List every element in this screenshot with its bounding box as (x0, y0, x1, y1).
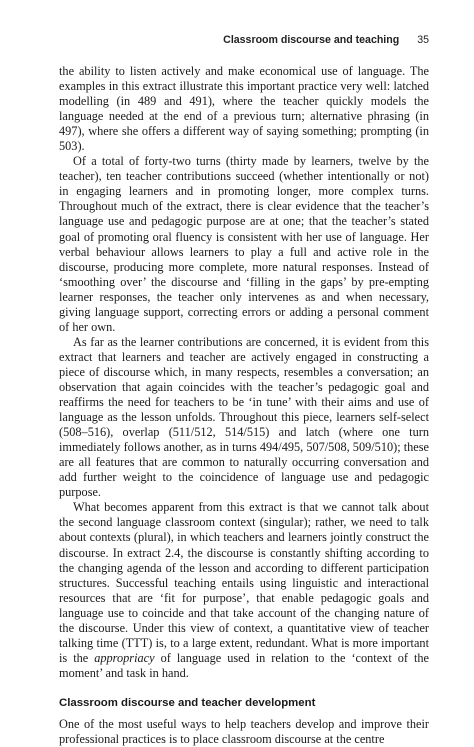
emphasis-text: appropriacy (94, 650, 155, 665)
body-text (59, 64, 429, 747)
running-header (59, 34, 429, 46)
section-heading: Classroom discourse and teacher development (59, 696, 316, 709)
paragraph-text: of language used in relation to the ‘context of the moment’ and task in hand. (59, 650, 429, 680)
paragraph: One of the most useful ways to help teachers develop and improve their professional practices is to place classroom discourse at the centre (59, 716, 429, 746)
paragraph-text: What becomes apparent from this extract is that we cannot talk about the second language classroom context (singular); rather, we need to talk about contexts (plural), in which teachers and learners jointly construct the discourse. In extract 2.4, the discourse is constantly shifting according to the changing agenda of the lesson and according to different participation structures. Successful teaching entails using linguistic and interactional resources that are ‘fit for purpose’, that enable pedagogic goals and language use to coincide and that take account of the changing nature of the discourse. Under this view of context, a quantitative view of teacher talking time (TTT) is, to a large extent, redundant. What is more important is the (59, 500, 429, 665)
paragraph-continued: the ability to listen actively and make economical use of language. The examples in this extract illustrate this important practice very well: latched modelling (in 489 and 491), where the teacher quickly models the language needed at the end of a previous turn; alternative phrasing (in 497), where she offers a different way of saying something; prompting (in 503). (59, 64, 429, 154)
running-head: Classroom discourse and teaching (223, 34, 400, 46)
paragraph: As far as the learner contributions are concerned, it is evident from this extract that learners and teacher are actively engaged in constructing a piece of discourse which, in many respects, resembles a conversation; an observation that again coincides with the teacher’s pedagogic goal and reaffirms the need for teachers to be ‘in tune’ with their aims and use of language as the lesson unfolds. Throughout this piece, learners self-select (508–516), overlap (511/512, 514/515) and latch (where one turn immediately follows another, as in turns 494/495, 507/508, 509/510); these are all features that are common to naturally occurring conversation and add further weight to the coincidence of language use and pedagogic purpose. (59, 334, 429, 500)
page-number: 35 (417, 34, 429, 46)
paragraph: Of a total of forty-two turns (thirty made by learners, twelve by the teacher), ten teacher contributions succeed (whether intentionally or not) in engaging learners and in promoting longer, more complex turns. Throughout much of the extract, there is clear evidence that the teacher’s language use and pedagogic purpose are at one; that the teacher’s stated goal of promoting oral fluency is consistent with her use of language. Her verbal behaviour allows learners to play a full and active role in the discourse, producing more complete, more natural responses. Instead of ‘smoothing over’ the discourse and ‘filling in the gaps’ by pre-empting learner responses, the teacher only intervenes as and when necessary, giving language support, correcting errors or adding a personal comment of her own. (59, 154, 429, 334)
paragraph (59, 500, 429, 681)
